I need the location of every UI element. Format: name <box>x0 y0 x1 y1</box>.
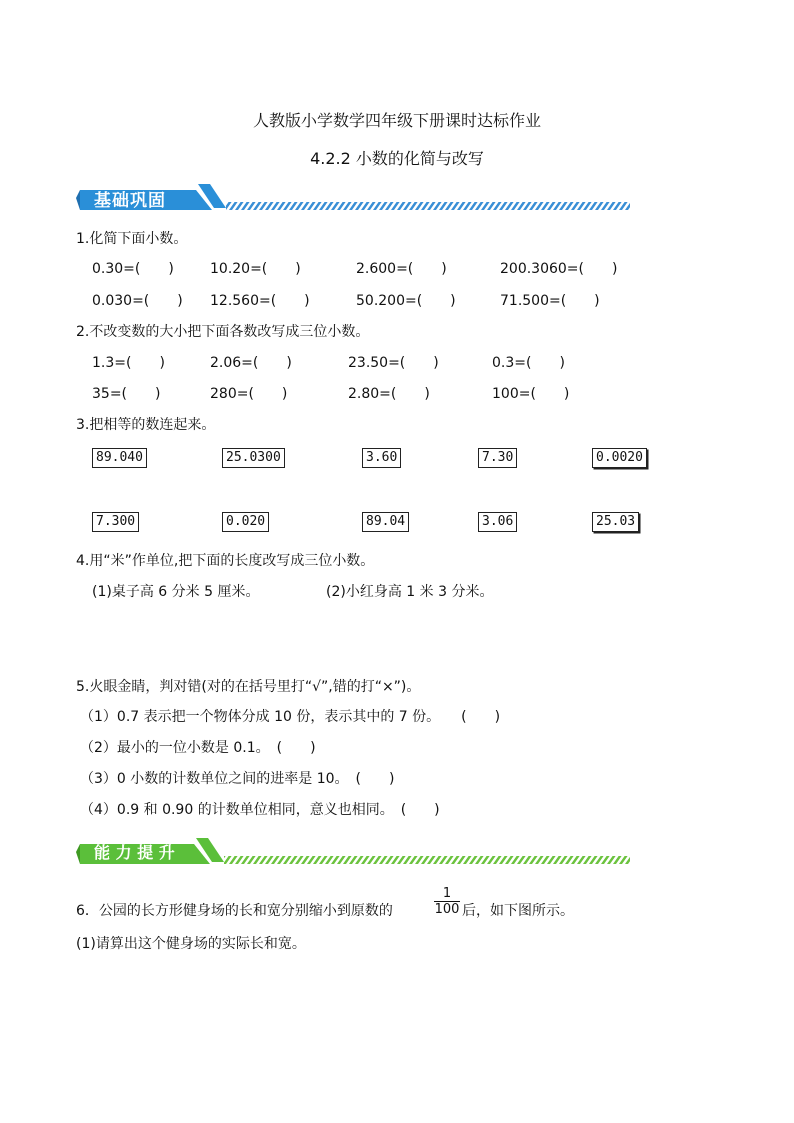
q6-sub1: (1)请算出这个健身场的实际长和宽。 <box>76 936 306 952</box>
lesson-title: 4.2.2 小数的化简与改写 <box>310 149 484 168</box>
q5-prompt: 5.火眼金睛，判对错(对的在括号里打“√”,错的打“×”)。 <box>76 679 421 695</box>
q1-item: 12.560=( ) <box>210 293 310 309</box>
q5-item: （2）最小的一位小数是 0.1。 ( ) <box>80 740 316 756</box>
q4-item: (2)小红身高 1 米 3 分米。 <box>326 584 494 600</box>
q1-item: 50.200=( ) <box>356 293 456 309</box>
q2-item: 280=( ) <box>210 386 288 402</box>
q2-item: 1.3=( ) <box>92 355 165 371</box>
section-title-basic: 基础巩固 <box>94 191 166 211</box>
number-box-bottom[interactable]: 3.06 <box>478 512 517 532</box>
q5-item: （3）0 小数的计数单位之间的进率是 10。 ( ) <box>80 771 395 787</box>
q2-item: 35=( ) <box>92 386 161 402</box>
q2-item: 0.3=( ) <box>492 355 565 371</box>
number-box-bottom[interactable]: 7.300 <box>92 512 139 532</box>
q4-prompt: 4.用“米”作单位,把下面的长度改写成三位小数。 <box>76 553 375 569</box>
q2-item: 2.80=( ) <box>348 386 430 402</box>
q4-item: (1)桌子高 6 分米 5 厘米。 <box>92 584 260 600</box>
q2-item: 2.06=( ) <box>210 355 292 371</box>
fraction-one-hundredth <box>434 886 460 917</box>
q1-item: 2.600=( ) <box>356 261 447 277</box>
q6-prompt-start: 6．公园的长方形健身场的长和宽分别缩小到原数的 <box>76 903 393 919</box>
q3-prompt: 3.把相等的数连起来。 <box>76 417 216 433</box>
banner-stripes <box>226 202 630 210</box>
q1-prompt: 1.化简下面小数。 <box>76 231 188 247</box>
number-box-bottom[interactable]: 0.020 <box>222 512 269 532</box>
q1-item: 0.30=( ) <box>92 261 174 277</box>
q1-item: 200.3060=( ) <box>500 261 618 277</box>
number-box-top[interactable]: 0.0020 <box>592 448 647 468</box>
q1-item: 71.500=( ) <box>500 293 600 309</box>
q1-item: 0.030=( ) <box>92 293 183 309</box>
fraction-numerator: 1 <box>442 886 452 901</box>
number-box-top[interactable]: 25.0300 <box>222 448 285 468</box>
number-box-top[interactable]: 7.30 <box>478 448 517 468</box>
number-box-bottom[interactable]: 89.04 <box>362 512 409 532</box>
number-box-top[interactable]: 89.040 <box>92 448 147 468</box>
q2-prompt: 2.不改变数的大小把下面各数改写成三位小数。 <box>76 324 370 340</box>
q2-item: 23.50=( ) <box>348 355 439 371</box>
q2-item: 100=( ) <box>492 386 570 402</box>
document-title: 人教版小学数学四年级下册课时达标作业 <box>252 111 541 130</box>
q6-prompt-end: 后，如下图所示。 <box>462 903 574 919</box>
section-title-advanced: 能 力 提 升 <box>94 843 175 862</box>
banner-stripes <box>224 856 630 864</box>
fraction-denominator: 100 <box>434 902 460 917</box>
q1-item: 10.20=( ) <box>210 261 301 277</box>
q5-item: （4）0.9 和 0.90 的计数单位相同，意义也相同。 ( ) <box>80 802 440 818</box>
number-box-bottom[interactable]: 25.03 <box>592 512 639 532</box>
q5-item: （1）0.7 表示把一个物体分成 10 份，表示其中的 7 份。 ( ) <box>80 709 501 725</box>
number-box-top[interactable]: 3.60 <box>362 448 401 468</box>
